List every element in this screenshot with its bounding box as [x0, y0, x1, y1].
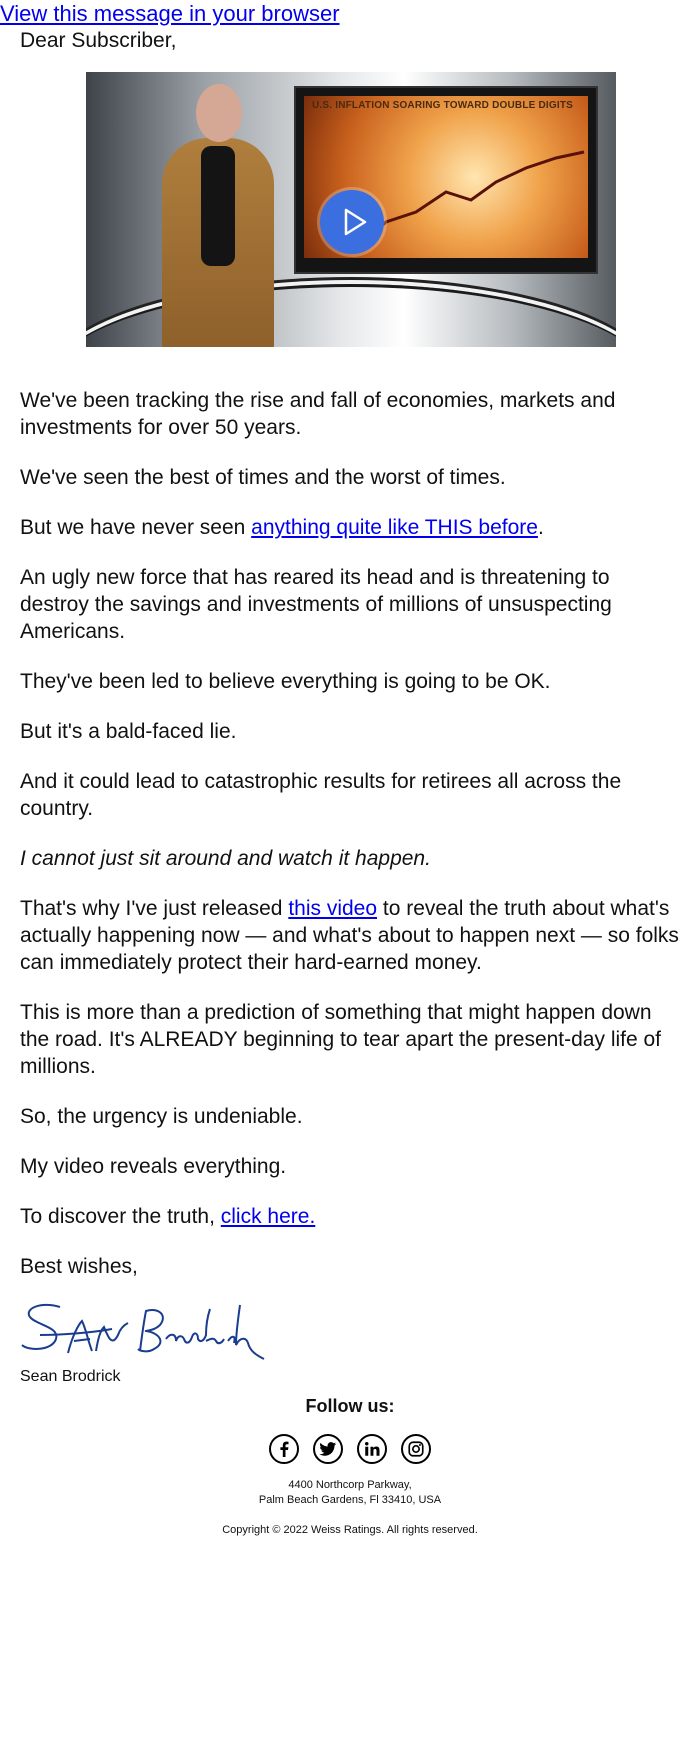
message-body: [20, 387, 680, 1280]
paragraph-italic: I cannot just sit around and watch it happen.: [20, 847, 431, 870]
instagram-icon: [407, 1440, 425, 1458]
presenter-shirt: [201, 146, 235, 266]
paragraph: That's why I've just released this video to reveal the truth about what's actually happening now — and what's about to happen next — so folks can immediately protect their hard-earned money.: [20, 897, 679, 974]
greeting: Dear Subscriber,: [20, 29, 177, 52]
this-video-link[interactable]: this video: [288, 897, 378, 920]
click-here-link[interactable]: click here.: [220, 1205, 316, 1228]
paragraph: But we have never seen anything quite like THIS before.: [20, 516, 544, 539]
footer: [20, 1395, 680, 1538]
view-in-browser-link[interactable]: View this message in your browser: [0, 1, 340, 26]
facebook-link[interactable]: [269, 1434, 299, 1464]
paragraph: An ugly new force that has reared its head and is threatening to destroy the savings and investments of millions of unsuspecting Americans.: [20, 566, 612, 643]
paragraph: And it could lead to catastrophic results for retirees all across the country.: [20, 770, 622, 820]
twitter-link[interactable]: [313, 1434, 343, 1464]
paragraph: We've seen the best of times and the worst of times.: [20, 466, 506, 489]
paragraph: So, the urgency is undeniable.: [20, 1105, 303, 1128]
video-thumbnail[interactable]: [86, 72, 616, 347]
address-line-1: 4400 Northcorp Parkway,: [288, 1479, 412, 1491]
paragraph: They've been led to believe everything is going to be OK.: [20, 670, 551, 693]
play-button[interactable]: [320, 190, 384, 254]
follow-us-heading: Follow us:: [305, 1396, 395, 1416]
facebook-icon: [275, 1440, 293, 1458]
email-content: [0, 27, 700, 1538]
instagram-link[interactable]: [401, 1434, 431, 1464]
linkedin-link[interactable]: [357, 1434, 387, 1464]
postal-address: [20, 1478, 680, 1508]
paragraph: My video reveals everything.: [20, 1155, 287, 1178]
twitter-icon: [319, 1440, 337, 1458]
screen-title: U.S. INFLATION SOARING TOWARD DOUBLE DIGITS: [312, 100, 574, 111]
handwritten-signature: [20, 1295, 270, 1367]
linkedin-icon: [363, 1440, 381, 1458]
paragraph: To discover the truth, click here.: [20, 1205, 316, 1228]
closing: Best wishes,: [20, 1255, 138, 1278]
paragraph: But it's a bald-faced lie.: [20, 720, 237, 743]
anything-like-this-link[interactable]: anything quite like THIS before: [251, 516, 538, 539]
signature-name: Sean Brodrick: [20, 1368, 121, 1385]
paragraph: We've been tracking the rise and fall of economies, markets and investments for over 50 years.: [20, 389, 616, 439]
copyright: Copyright © 2022 Weiss Ratings. All rights reserved.: [222, 1524, 478, 1536]
paragraph: This is more than a prediction of something that might happen down the road. It's ALREADY beginning to tear apart the present-day life of millions.: [20, 1001, 662, 1078]
presenter-head: [196, 84, 242, 142]
address-line-2: Palm Beach Gardens, Fl 33410, USA: [258, 1494, 442, 1506]
social-links: [20, 1434, 680, 1464]
play-icon: [320, 190, 384, 254]
